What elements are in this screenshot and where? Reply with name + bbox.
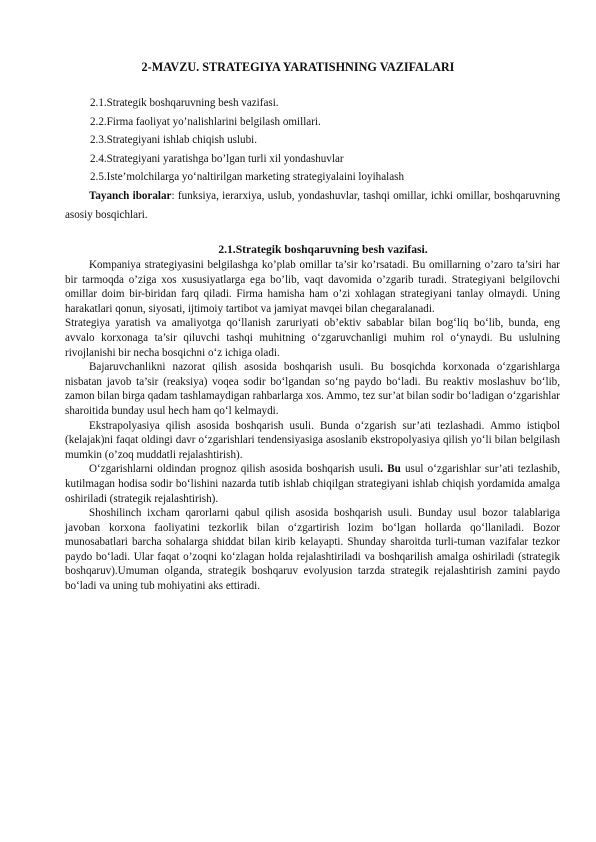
- document-title: 2-MAVZU. STRATEGIYA YARATISHNING VAZIFALARI: [141, 60, 455, 74]
- paragraph: [65, 419, 560, 463]
- plan-item: 2.5.Iste’molchilarga yo‘naltirilgan marketing strategiyalaini loyihalash: [90, 171, 405, 184]
- keywords-label: Tayanch iboralar: [89, 190, 172, 202]
- section-heading: 2.1.Strategik boshqaruvning besh vazifasi.: [218, 243, 428, 256]
- paragraph-rest: . Bunda o‘zgarish sur’ati tezlashadi. Ammo istiqbol (kelajak)ni faqat oldingi davr o‘zgarishlari tendensiyasiga asoslanib ekstropolyasiya qilish yo‘li bilan belgilash mumkin (o’zoq muddatli rejalashtirish).: [65, 419, 560, 461]
- paragraph-lead: O‘zgarishlarni oldindan prognoz qilish asosida boshqarish usuli: [89, 463, 381, 476]
- section-body: [65, 258, 560, 594]
- paragraph: Bajaruvchanlikni nazorat qilish asosida boshqarish usuli. Bu bosqichda korxonada o‘zgarishlarga nisbatan javob ta’sir (reaksiya) voqea sodir bo‘lgandan so‘ng paydo bo‘ladi. Bu reaktiv moslashuv bo‘lib, zamon bilan birga qadam tashlamaydigan rahbarlarga xos. Ammo, tez sur’at bilan sodir bo‘ladigan o‘zgarishlar sharoitida bunday usul hech ham qo‘l kelmaydi.: [65, 361, 560, 417]
- topic-plan-list: [90, 96, 560, 189]
- plan-item: 2.3.Strategiyani ishlab chiqish uslubi.: [90, 134, 258, 147]
- paragraph: Kompaniya strategiyasini belgilashga ko’plab omillar ta’sir ko’rsatadi. Bu omillarning o’zaro ta’siri har bir tarmoqda o’ziga xos xususiyatlarga ega bo’lib, vaqt davomida o’zgarib turadi. Strategiyani belgilovchi omillar doim bir-biridan farq qiladi. Firma hamisha ham o’zi xohlagan strategiyani tanlay olmaydi. Uning harakatlari qonun, siyosati, ijtimoiy tartibot va jamiyat mavqei bilan chegaralanadi.: [65, 259, 560, 315]
- keywords-paragraph: [65, 187, 560, 224]
- plan-item: 2.2.Firma faoliyat yo’nalishlarini belgilash omillari.: [90, 115, 321, 128]
- keywords-text: : funksiya, ierarxiya, uslub, yondashuvlar, tashqi omillar, ichki omillar, boshqaruvning asosiy bosqichlari.: [65, 190, 560, 221]
- paragraph: Strategiya yaratish va amaliyotga qo‘llanish zaruriyati ob’ektiv sabablar bilan bog‘liq bo‘lib, bunda, eng avvalo korxonaga ta’sir qiluvchi tashqi muhitning o‘zgaruvchanligi muhim rol o‘ynaydi. Bu uslulning rivojlanishi bir necha bosqichni o‘z ichiga oladi.: [65, 317, 560, 359]
- plan-item: 2.1.Strategik boshqaruvning besh vazifasi.: [90, 97, 279, 109]
- paragraph: Shoshilinch ixcham qarorlarni qabul qilish asosida boshqarish usuli. Bunday usul bozor talablariga javoban korxona faoliyatini tezkorlik bilan o‘zgartirish lozim bo‘lgan hollarda qo‘llaniladi. Bozor munosabatlari barcha sohalarga shiddat bilan kirib kelayapti. Shunday sharoitda turli-tuman vazifalar tezkor paydo bo‘ladi. Ular faqat o’zoqni ko‘zlagan holda rejalashtiriladi va boshqarilish amalga oshiriladi (strategik boshqaruv).Umuman olganda, strategik boshqaruv evolyusion tarzda strategik rejalashtirish zamini paydo bo‘ladi va uning tub mohiyatini aks ettiradi.: [65, 507, 560, 593]
- paragraph-rest: . Bu usul o‘zgarishlar sur’ati tezlashib, kutilmagan hodisa sodir bo‘lishini nazarda tutib ishlab chiqilgan strategiyani ishlab chiqish yordamida amalga oshiriladi (strategik rejalashtirish).: [65, 463, 560, 505]
- paragraph-lead: Ekstrapolyasiya qilish asosida boshqarish usuli: [89, 419, 312, 432]
- plan-item: 2.4.Strategiyani yaratishga bo’lgan turli xil yondashuvlar: [90, 152, 344, 165]
- paragraph: [65, 462, 560, 506]
- bold-period: . Bu: [380, 463, 401, 476]
